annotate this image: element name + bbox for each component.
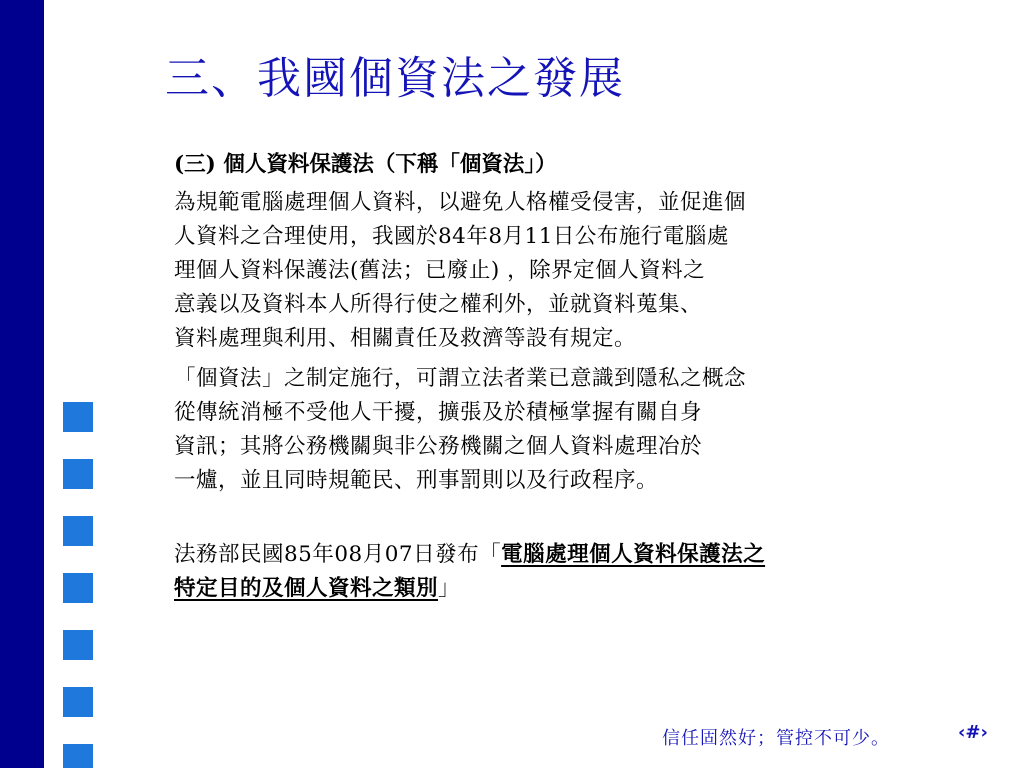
decorative-square xyxy=(63,402,93,432)
regulation-title-part2: 特定目的及個人資料之類別 xyxy=(174,576,439,601)
paragraph-line: 從傳統消極不受他人干擾，擴張及於積極掌握有關自身 xyxy=(174,400,703,425)
section-subheading: (三) 個人資料保護法（下稱「個資法」） xyxy=(174,152,557,177)
paragraph-line: 人資料之合理使用，我國於84年8月11日公布施行電腦處 xyxy=(174,224,729,249)
paragraph-line xyxy=(174,538,932,572)
slide-title: 三、我國個資法之發展 xyxy=(165,53,625,104)
slide-content xyxy=(174,148,934,612)
footer-slogan: 信任固然好；管控不可少。 xyxy=(662,728,890,749)
notice-suffix: 」 xyxy=(438,576,461,601)
paragraph-line: 資料處理與利用、相關責任及救濟等設有規定。 xyxy=(174,326,637,351)
decorative-square xyxy=(63,459,93,489)
paragraph-line: 理個人資料保護法(舊法；已廢止) ，除界定個人資料之 xyxy=(174,258,706,283)
decorative-square xyxy=(63,516,93,546)
decorative-square xyxy=(63,573,93,603)
decorative-square xyxy=(63,687,93,717)
paragraph-history xyxy=(174,186,932,356)
paragraph-line: 一爐，並且同時規範民、刑事罰則以及行政程序。 xyxy=(174,468,659,493)
paragraph-line: 為規範電腦處理個人資料，以避免人格權受侵害，並促進個 xyxy=(174,190,747,215)
paragraph-ministry-notice xyxy=(174,538,932,606)
paragraph-significance xyxy=(174,362,932,498)
notice-prefix: 法務部民國85年08月07日發布「 xyxy=(174,542,502,567)
paragraph-line: 資訊；其將公務機關與非公務機關之個人資料處理冶於 xyxy=(174,434,703,459)
paragraph-line xyxy=(174,572,932,606)
paragraph-line: 意義以及資料本人所得行使之權利外，並就資料蒐集、 xyxy=(174,292,703,317)
decorative-squares xyxy=(63,402,93,768)
regulation-title-part1: 電腦處理個人資料保護法之 xyxy=(501,542,766,567)
left-accent-bar xyxy=(0,0,44,768)
paragraph-line: 「個資法」之制定施行，可謂立法者業已意識到隱私之概念 xyxy=(174,366,747,391)
decorative-square xyxy=(63,744,93,768)
page-number: ‹#› xyxy=(958,722,988,743)
decorative-square xyxy=(63,630,93,660)
